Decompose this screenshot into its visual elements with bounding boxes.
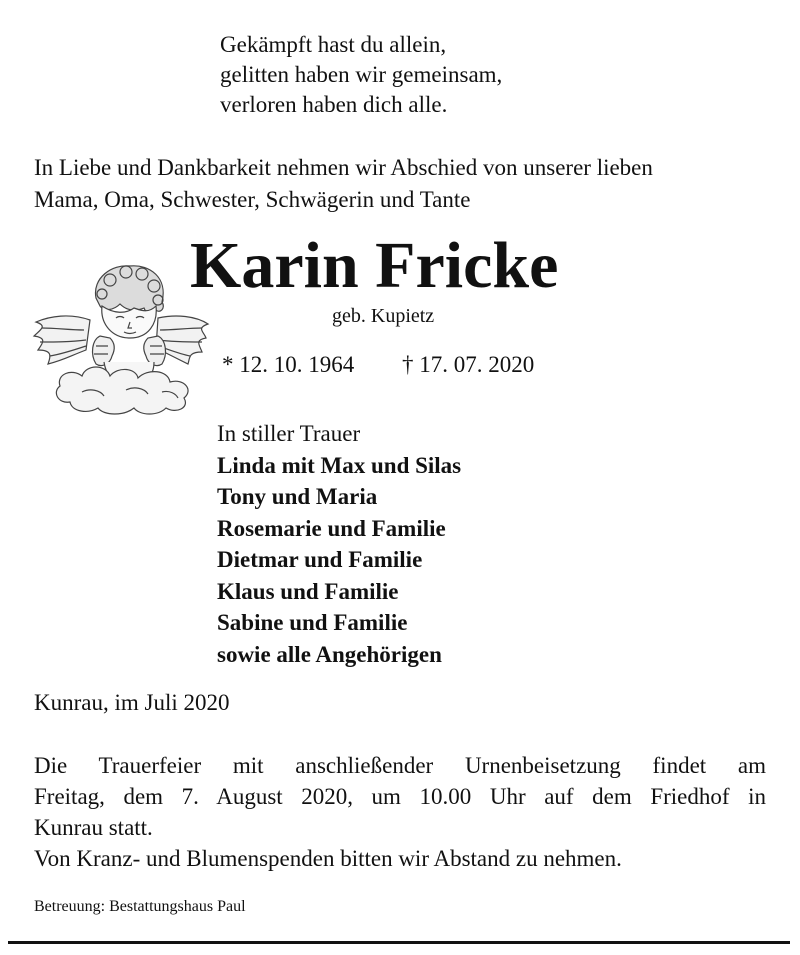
place-date: Kunrau, im Juli 2020	[34, 690, 230, 715]
poem-line: gelitten haben wir gemeinsam,	[220, 62, 503, 87]
flower-request: Von Kranz- und Blumenspenden bitten wir Abstand zu nehmen.	[34, 846, 622, 871]
list-item: Rosemarie und Familie	[217, 515, 446, 541]
intro-line: In Liebe und Dankbarkeit nehmen wir Abschied von unserer lieben	[34, 155, 653, 180]
ceremony-text	[34, 750, 766, 874]
poem	[220, 30, 502, 120]
list-item: Klaus und Familie	[217, 578, 399, 604]
poem-line: verloren haben dich alle.	[220, 92, 448, 117]
mourners-heading: In stiller Trauer	[217, 421, 361, 446]
list-item: Linda mit Max und Silas	[217, 452, 462, 478]
list-item: Sabine und Familie	[217, 610, 408, 635]
birth-name: geb. Kupietz	[332, 305, 435, 327]
intro-line: Mama, Oma, Schwester, Schwägerin und Tante	[34, 187, 471, 212]
mourners-list	[217, 418, 461, 670]
list-item: sowie alle Angehörigen	[217, 641, 442, 667]
angel-icon	[30, 258, 212, 418]
intro-text	[34, 152, 653, 216]
funeral-service: Betreuung: Bestattungshaus Paul	[34, 898, 246, 915]
ceremony-line: Freitag, dem 7. August 2020, um 10.00 Uhr auf dem Friedhof in	[34, 784, 766, 809]
list-item: Dietmar und Familie	[217, 547, 423, 572]
death-date: † 17. 07. 2020	[402, 352, 535, 377]
ceremony-line: Die Trauerfeier mit anschließender Urnenbeisetzung findet am	[34, 753, 766, 778]
ceremony-line: Kunrau statt.	[34, 815, 153, 840]
list-item: Tony und Maria	[217, 484, 378, 509]
poem-line: Gekämpft hast du allein,	[220, 32, 447, 57]
life-dates	[222, 352, 534, 378]
birth-date: * 12. 10. 1964	[222, 352, 355, 377]
deceased-name: Karin Fricke	[190, 229, 559, 302]
